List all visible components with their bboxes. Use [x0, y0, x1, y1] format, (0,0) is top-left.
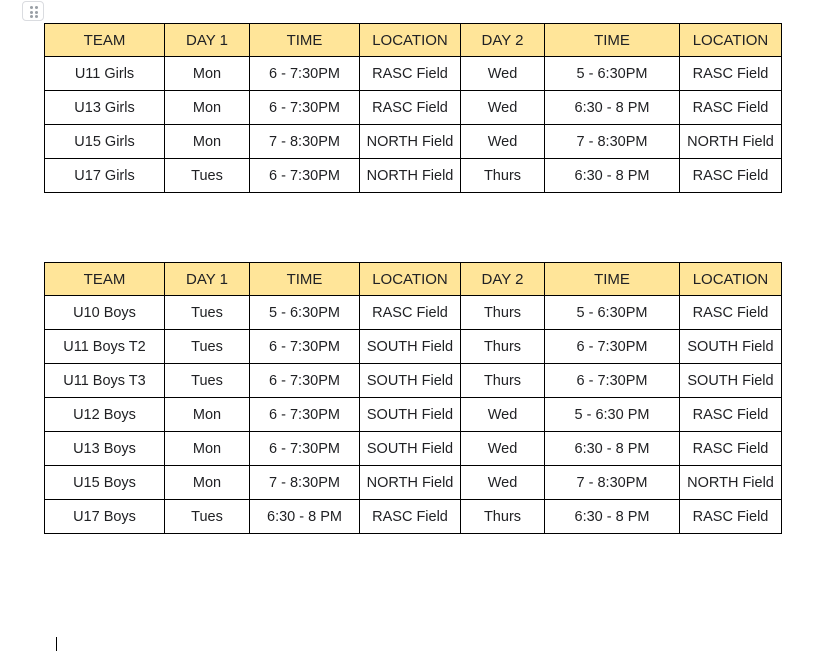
cell-location-1[interactable]: SOUTH Field	[360, 364, 461, 398]
cell-time-1[interactable]: 6 - 7:30PM	[250, 432, 360, 466]
cell-location-1[interactable]: RASC Field	[360, 500, 461, 534]
cell-team[interactable]: U12 Boys	[45, 398, 165, 432]
cell-day-1[interactable]: Tues	[165, 330, 250, 364]
cell-location-1[interactable]: RASC Field	[360, 57, 461, 91]
cell-time-2[interactable]: 6:30 - 8 PM	[545, 159, 680, 193]
boys-schedule-table	[44, 262, 782, 534]
cell-location-2[interactable]: RASC Field	[680, 296, 782, 330]
cell-location-2[interactable]: RASC Field	[680, 91, 782, 125]
cell-time-2[interactable]: 5 - 6:30PM	[545, 57, 680, 91]
cell-time-1[interactable]: 6 - 7:30PM	[250, 159, 360, 193]
header-row	[45, 24, 782, 57]
cell-team[interactable]: U17 Boys	[45, 500, 165, 534]
column-header-time-2[interactable]: TIME	[545, 263, 680, 296]
cell-location-1[interactable]: NORTH Field	[360, 125, 461, 159]
cell-day-2[interactable]: Wed	[461, 466, 545, 500]
cell-location-2[interactable]: SOUTH Field	[680, 330, 782, 364]
cell-time-1[interactable]: 6 - 7:30PM	[250, 330, 360, 364]
cell-time-2[interactable]: 5 - 6:30PM	[545, 296, 680, 330]
cell-day-2[interactable]: Wed	[461, 91, 545, 125]
column-header-team[interactable]: TEAM	[45, 24, 165, 57]
column-header-day-2[interactable]: DAY 2	[461, 263, 545, 296]
cell-time-2[interactable]: 6 - 7:30PM	[545, 330, 680, 364]
cell-day-2[interactable]: Thurs	[461, 330, 545, 364]
column-header-location-1[interactable]: LOCATION	[360, 24, 461, 57]
cell-location-2[interactable]: NORTH Field	[680, 125, 782, 159]
cell-day-2[interactable]: Thurs	[461, 500, 545, 534]
cell-time-1[interactable]: 7 - 8:30PM	[250, 125, 360, 159]
cell-team[interactable]: U13 Girls	[45, 91, 165, 125]
cell-day-1[interactable]: Mon	[165, 125, 250, 159]
cell-location-2[interactable]: RASC Field	[680, 432, 782, 466]
cell-team[interactable]: U15 Girls	[45, 125, 165, 159]
cell-day-2[interactable]: Thurs	[461, 364, 545, 398]
cell-day-2[interactable]: Thurs	[461, 159, 545, 193]
cell-day-1[interactable]: Tues	[165, 296, 250, 330]
header-row	[45, 263, 782, 296]
cell-day-1[interactable]: Tues	[165, 364, 250, 398]
cell-location-1[interactable]: SOUTH Field	[360, 330, 461, 364]
column-header-time-1[interactable]: TIME	[250, 263, 360, 296]
cell-time-1[interactable]: 6 - 7:30PM	[250, 364, 360, 398]
table-row	[45, 57, 782, 91]
cell-team[interactable]: U11 Girls	[45, 57, 165, 91]
table-row	[45, 330, 782, 364]
cell-day-1[interactable]: Tues	[165, 500, 250, 534]
cell-time-1[interactable]: 6 - 7:30PM	[250, 57, 360, 91]
cell-team[interactable]: U11 Boys T2	[45, 330, 165, 364]
cell-day-1[interactable]: Mon	[165, 91, 250, 125]
column-header-location-1[interactable]: LOCATION	[360, 263, 461, 296]
column-header-day-1[interactable]: DAY 1	[165, 263, 250, 296]
cell-day-1[interactable]: Mon	[165, 57, 250, 91]
table-row	[45, 466, 782, 500]
cell-location-1[interactable]: NORTH Field	[360, 466, 461, 500]
cell-day-1[interactable]: Mon	[165, 432, 250, 466]
cell-day-1[interactable]: Tues	[165, 159, 250, 193]
cell-team[interactable]: U10 Boys	[45, 296, 165, 330]
column-header-day-1[interactable]: DAY 1	[165, 24, 250, 57]
cell-time-2[interactable]: 6:30 - 8 PM	[545, 91, 680, 125]
cell-day-2[interactable]: Thurs	[461, 296, 545, 330]
text-cursor	[56, 637, 57, 651]
cell-day-1[interactable]: Mon	[165, 466, 250, 500]
cell-time-2[interactable]: 6:30 - 8 PM	[545, 500, 680, 534]
cell-time-2[interactable]: 5 - 6:30 PM	[545, 398, 680, 432]
cell-team[interactable]: U17 Girls	[45, 159, 165, 193]
cell-time-2[interactable]: 6:30 - 8 PM	[545, 432, 680, 466]
cell-time-2[interactable]: 7 - 8:30PM	[545, 125, 680, 159]
cell-location-1[interactable]: RASC Field	[360, 296, 461, 330]
table-drag-handle-icon[interactable]	[22, 1, 44, 21]
table-row	[45, 398, 782, 432]
cell-location-2[interactable]: RASC Field	[680, 500, 782, 534]
table-row	[45, 91, 782, 125]
cell-day-2[interactable]: Wed	[461, 125, 545, 159]
column-header-location-2[interactable]: LOCATION	[680, 263, 782, 296]
column-header-time-1[interactable]: TIME	[250, 24, 360, 57]
cell-day-1[interactable]: Mon	[165, 398, 250, 432]
cell-location-2[interactable]: RASC Field	[680, 159, 782, 193]
table-row	[45, 500, 782, 534]
cell-time-1[interactable]: 5 - 6:30PM	[250, 296, 360, 330]
cell-location-1[interactable]: RASC Field	[360, 91, 461, 125]
cell-time-1[interactable]: 6 - 7:30PM	[250, 398, 360, 432]
cell-team[interactable]: U15 Boys	[45, 466, 165, 500]
cell-location-1[interactable]: NORTH Field	[360, 159, 461, 193]
column-header-team[interactable]: TEAM	[45, 263, 165, 296]
cell-location-2[interactable]: RASC Field	[680, 398, 782, 432]
cell-day-2[interactable]: Wed	[461, 432, 545, 466]
girls-schedule-table	[44, 23, 782, 193]
cell-time-2[interactable]: 6 - 7:30PM	[545, 364, 680, 398]
cell-team[interactable]: U11 Boys T3	[45, 364, 165, 398]
cell-day-2[interactable]: Wed	[461, 57, 545, 91]
column-header-day-2[interactable]: DAY 2	[461, 24, 545, 57]
cell-location-1[interactable]: SOUTH Field	[360, 432, 461, 466]
cell-location-2[interactable]: RASC Field	[680, 57, 782, 91]
cell-time-1[interactable]: 7 - 8:30PM	[250, 466, 360, 500]
cell-time-1[interactable]: 6 - 7:30PM	[250, 91, 360, 125]
cell-team[interactable]: U13 Boys	[45, 432, 165, 466]
column-header-location-2[interactable]: LOCATION	[680, 24, 782, 57]
cell-location-2[interactable]: SOUTH Field	[680, 364, 782, 398]
cell-time-1[interactable]: 6:30 - 8 PM	[250, 500, 360, 534]
table-row	[45, 125, 782, 159]
cell-location-1[interactable]: SOUTH Field	[360, 398, 461, 432]
column-header-time-2[interactable]: TIME	[545, 24, 680, 57]
table-row	[45, 296, 782, 330]
cell-location-2[interactable]: NORTH Field	[680, 466, 782, 500]
table-row	[45, 432, 782, 466]
table-row	[45, 159, 782, 193]
cell-day-2[interactable]: Wed	[461, 398, 545, 432]
cell-time-2[interactable]: 7 - 8:30PM	[545, 466, 680, 500]
table-row	[45, 364, 782, 398]
